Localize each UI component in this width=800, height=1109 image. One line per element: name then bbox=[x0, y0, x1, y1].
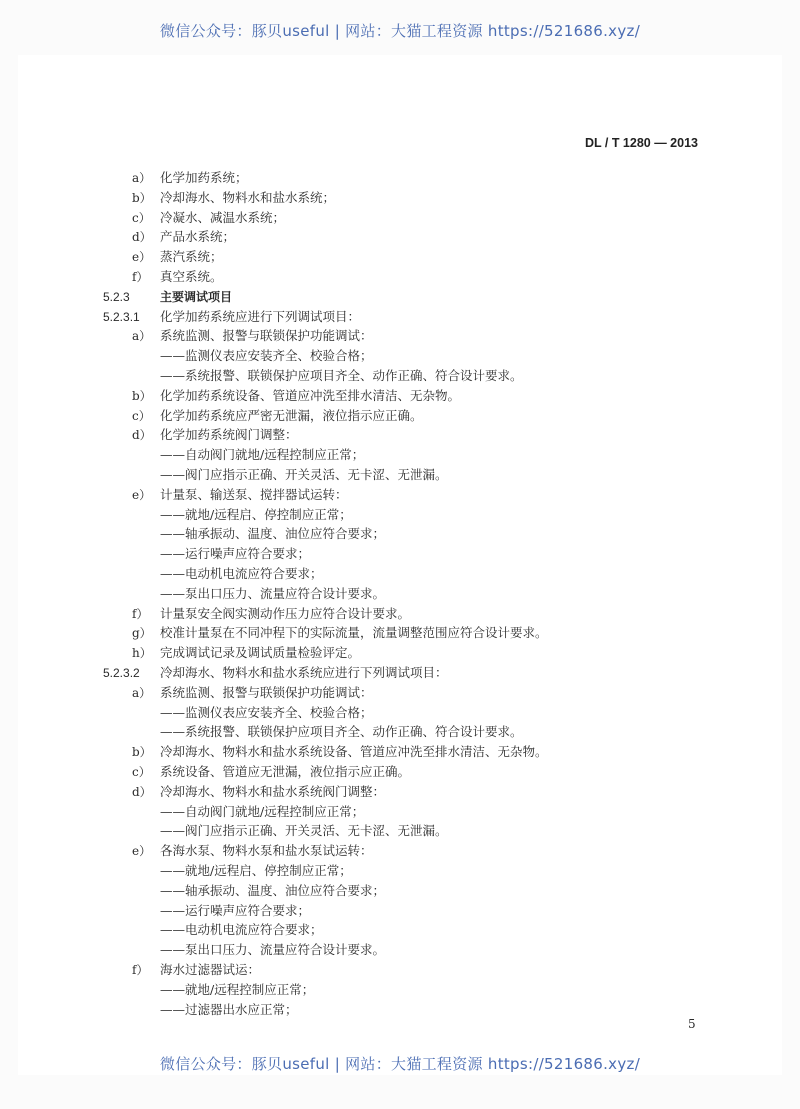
standard-code-header: DL / T 1280 — 2013 bbox=[584, 136, 698, 150]
line-text: ——泵出口压力、流量应符合设计要求。 bbox=[160, 942, 386, 958]
page-number: 5 bbox=[688, 1017, 696, 1031]
line-text: 冷却海水、物料水和盐水系统； bbox=[160, 189, 336, 205]
item-label: c） bbox=[132, 408, 151, 423]
line-text: ——监测仪表应安装齐全、校验合格； bbox=[160, 704, 373, 720]
line-text: ——阀门应指示正确、开关灵活、无卡涩、无泄漏。 bbox=[160, 467, 448, 482]
line-text: 化学加药系统； bbox=[160, 170, 248, 185]
line-text: ——自动阀门就地/远程控制应正常； bbox=[160, 803, 365, 819]
clause-number: 5.2.3.2 bbox=[103, 666, 140, 680]
line-text: ——泵出口压力、流量应符合设计要求。 bbox=[160, 585, 386, 601]
line-text: 主要调试项目 bbox=[160, 289, 233, 304]
item-label: d） bbox=[132, 784, 152, 799]
line-text: ——自动阀门就地/远程控制应正常； bbox=[160, 447, 365, 463]
item-label: a） bbox=[132, 329, 152, 344]
line-text: 冷却海水、物料水和盐水系统应进行下列调试项目： bbox=[160, 665, 448, 680]
line-text: ——电动机电流应符合要求； bbox=[160, 566, 323, 581]
item-label: g） bbox=[132, 626, 152, 641]
line-text: ——过滤器出水应正常； bbox=[160, 1001, 298, 1017]
item-label: b） bbox=[132, 388, 152, 403]
watermark-top: 微信公众号：豚贝useful | 网站：大猫工程资源 https://521686.xyz/ bbox=[159, 22, 641, 40]
line-text: 系统监测、报警与联锁保护功能调试： bbox=[160, 328, 373, 344]
line-text: 产品水系统； bbox=[160, 229, 236, 245]
line-text: 冷凝水、减温水系统； bbox=[160, 209, 286, 225]
item-label: b） bbox=[132, 190, 152, 205]
line-text: ——阀门应指示正确、开关灵活、无卡涩、无泄漏。 bbox=[160, 823, 448, 839]
line-text: ——就地/远程控制应正常； bbox=[160, 981, 315, 997]
line-text: 真空系统。 bbox=[160, 269, 223, 284]
line-text: 计量泵、输送泵、搅拌器试运转： bbox=[160, 486, 348, 502]
item-label: e） bbox=[132, 844, 152, 859]
line-text: 化学加药系统应严密无泄漏，液位指示应正确。 bbox=[160, 407, 423, 423]
line-text: 校准计量泵在不同冲程下的实际流量，流量调整范围应符合设计要求。 bbox=[160, 625, 548, 641]
line-text: 蒸汽系统； bbox=[160, 249, 223, 265]
line-text: ——就地/远程启、停控制应正常； bbox=[160, 506, 352, 522]
item-label: c） bbox=[132, 210, 151, 225]
watermark-bottom: 微信公众号：豚贝useful | 网站：大猫工程资源 https://521686.xyz/ bbox=[159, 1055, 641, 1073]
item-label: f） bbox=[132, 270, 149, 284]
line-text: ——运行噪声应符合要求； bbox=[160, 902, 311, 918]
line-text: 系统设备、管道应无泄漏，液位指示应正确。 bbox=[160, 764, 411, 779]
line-text: 海水过滤器试运： bbox=[160, 962, 261, 977]
line-text: ——电动机电流应符合要求； bbox=[160, 922, 323, 938]
item-label: e） bbox=[132, 487, 152, 502]
item-label: c） bbox=[132, 765, 151, 779]
line-text: 化学加药系统应进行下列调试项目： bbox=[160, 308, 361, 324]
clause-number: 5.2.3.1 bbox=[103, 309, 140, 324]
line-text: ——系统报警、联锁保护应项目齐全、动作正确、符合设计要求。 bbox=[160, 368, 523, 383]
line-text: ——监测仪表应安装齐全、校验合格； bbox=[160, 348, 373, 364]
line-text: 计量泵安全阀实测动作压力应符合设计要求。 bbox=[160, 605, 411, 621]
item-label: h） bbox=[132, 646, 152, 661]
line-text: 完成调试记录及调试质量检验评定。 bbox=[160, 645, 361, 661]
item-label: d） bbox=[132, 428, 152, 443]
line-text: ——就地/远程启、停控制应正常； bbox=[160, 863, 352, 878]
item-label: f） bbox=[132, 606, 149, 621]
line-text: ——运行噪声应符合要求； bbox=[160, 546, 311, 562]
item-label: a） bbox=[132, 685, 152, 700]
line-text: 化学加药系统阀门调整： bbox=[160, 427, 298, 443]
item-label: b） bbox=[132, 745, 152, 760]
line-text: 化学加药系统设备、管道应冲洗至排水清洁、无杂物。 bbox=[160, 387, 461, 403]
item-label: d） bbox=[132, 230, 152, 245]
line-text: 冷却海水、物料水和盐水系统设备、管道应冲洗至排水清洁、无杂物。 bbox=[160, 744, 548, 760]
line-text: 各海水泵、物料水泵和盐水泵试运转： bbox=[160, 843, 373, 859]
line-text: ——轴承振动、温度、油位应符合要求； bbox=[160, 526, 386, 542]
line-text: 冷却海水、物料水和盐水系统阀门调整： bbox=[160, 783, 386, 799]
line-text: 系统监测、报警与联锁保护功能调试： bbox=[160, 684, 373, 700]
clause-number: 5.2.3 bbox=[103, 289, 130, 304]
item-label: e） bbox=[132, 250, 152, 265]
line-text: ——系统报警、联锁保护应项目齐全、动作正确、符合设计要求。 bbox=[160, 724, 523, 740]
item-label: a） bbox=[132, 171, 152, 185]
line-text: ——轴承振动、温度、油位应符合要求； bbox=[160, 882, 386, 898]
item-label: f） bbox=[132, 963, 149, 977]
